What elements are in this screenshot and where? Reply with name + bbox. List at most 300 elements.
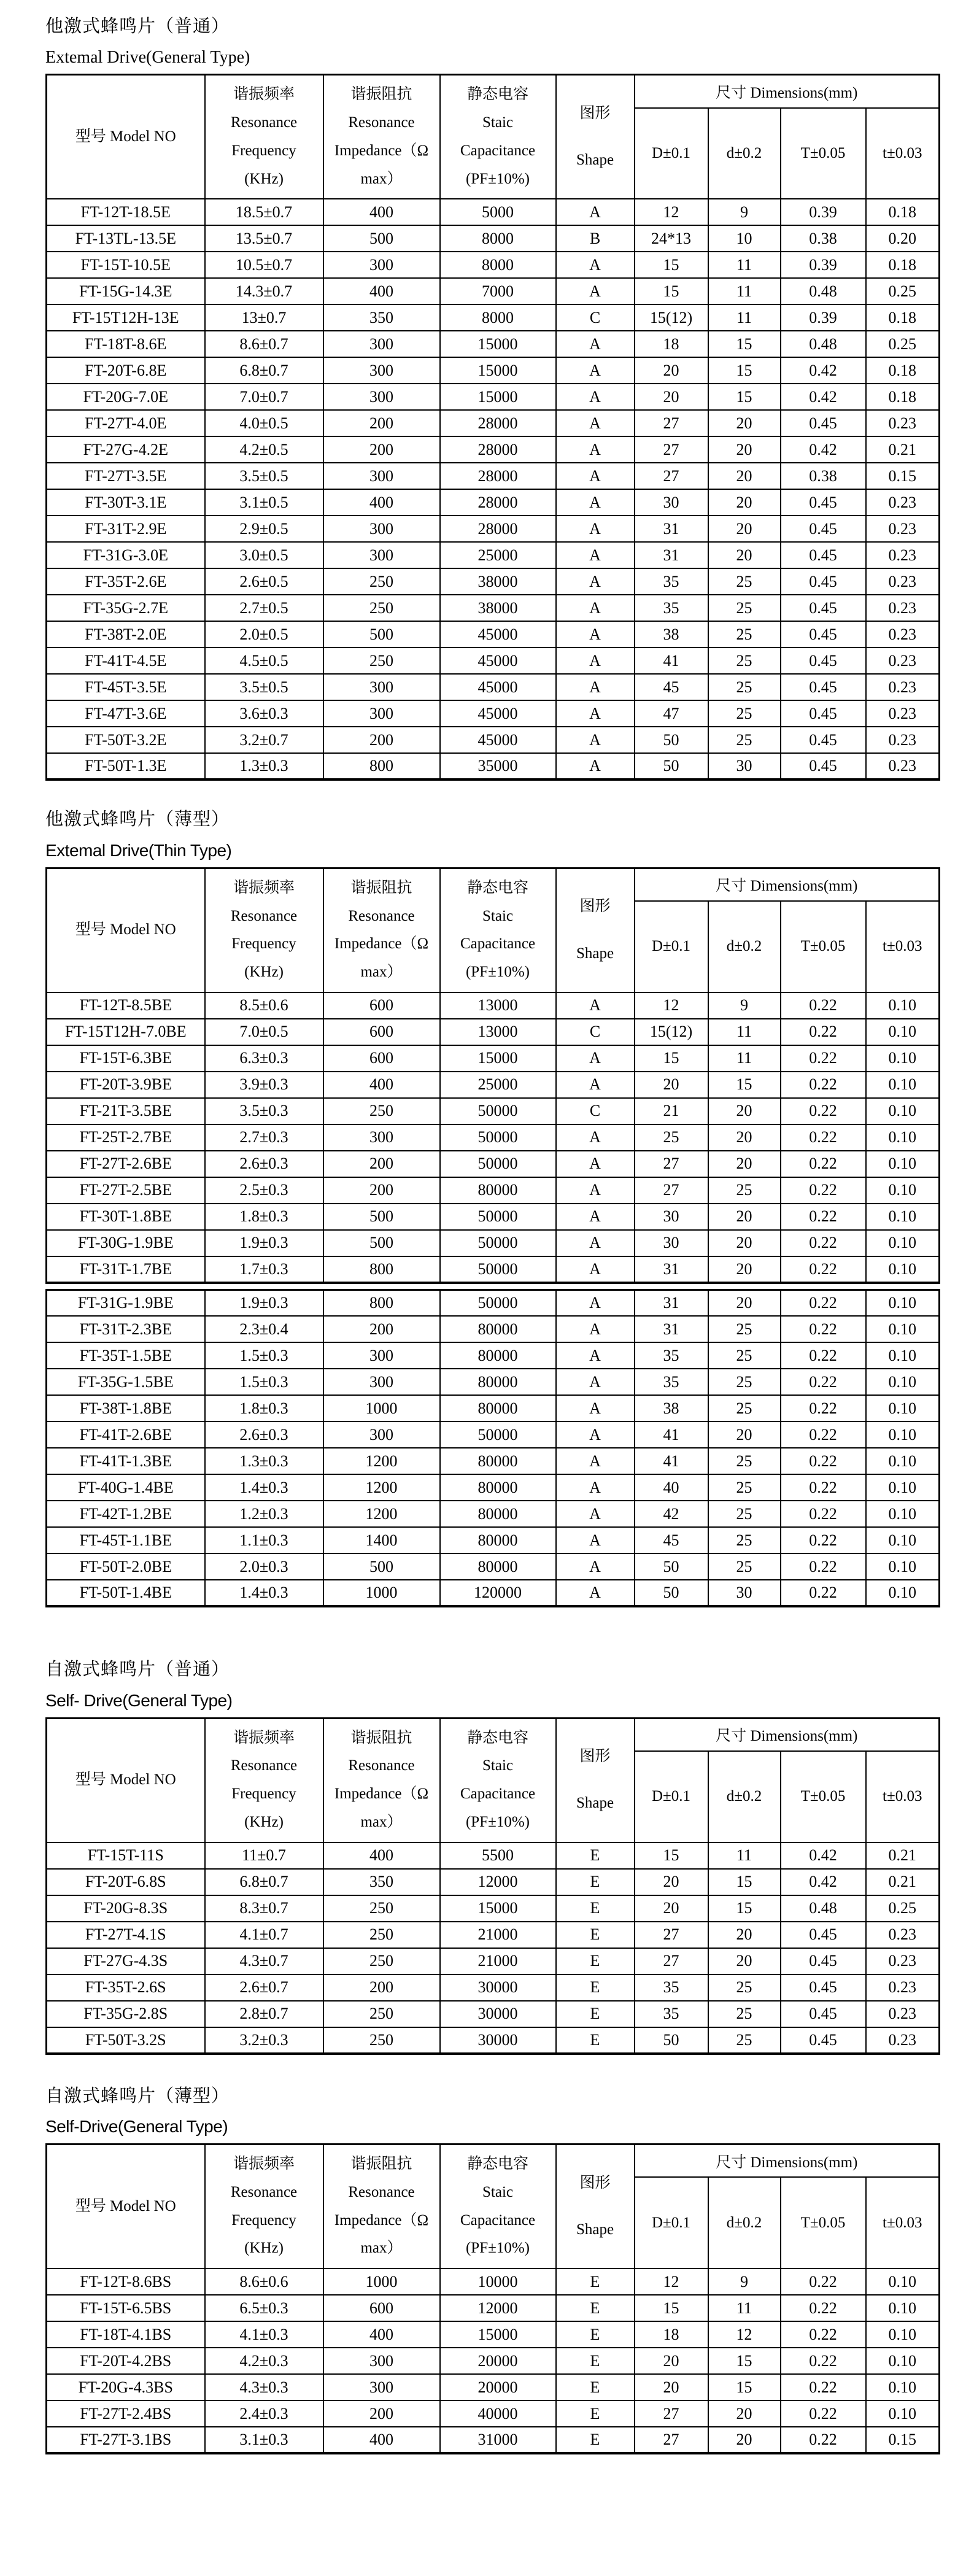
cell: 3.5±0.5	[205, 463, 323, 489]
table-row	[47, 2400, 940, 2427]
cell: FT-27T-2.4BS	[47, 2400, 205, 2427]
cell: 600	[323, 1045, 440, 1072]
cell: 80000	[440, 1395, 556, 1421]
cell: 0.21	[866, 1843, 940, 1869]
table-row	[47, 1369, 940, 1395]
col-header-capacitance: 静态电容 Staic Capacitance (PF±10%)	[440, 2145, 556, 2269]
cell: 12	[635, 2269, 708, 2295]
cell: 250	[323, 2027, 440, 2054]
cell: 8000	[440, 252, 556, 278]
cell: 50	[635, 1553, 708, 1580]
cell: 18.5±0.7	[205, 199, 323, 225]
cell: 0.22	[781, 1474, 866, 1501]
cell: 400	[323, 199, 440, 225]
spec-table-external-general	[45, 74, 940, 781]
cell: 1.3±0.3	[205, 753, 323, 779]
cell: 250	[323, 1895, 440, 1922]
cell: 0.39	[781, 304, 866, 331]
cell: 0.23	[866, 2001, 940, 2027]
cell: 25	[635, 1124, 708, 1151]
col-header-shape: 图形 Shape	[556, 2145, 635, 2269]
cell: 31	[635, 542, 708, 568]
cell: 8.6±0.6	[205, 2269, 323, 2295]
table-row	[47, 700, 940, 727]
cell: 0.23	[866, 410, 940, 436]
cell: 2.6±0.3	[205, 1151, 323, 1177]
cell: 400	[323, 1843, 440, 1869]
cell: 1400	[323, 1527, 440, 1553]
cell: FT-13TL-13.5E	[47, 225, 205, 252]
cell: FT-35G-1.5BE	[47, 1369, 205, 1395]
table-row	[47, 384, 940, 410]
cell: 45	[635, 674, 708, 700]
cell: 0.18	[866, 357, 940, 384]
cell: 50	[635, 727, 708, 753]
table-row	[47, 2001, 940, 2027]
table-row	[47, 1204, 940, 1230]
cell: 15000	[440, 357, 556, 384]
cell: 0.22	[781, 1124, 866, 1151]
cell: 20	[708, 1151, 781, 1177]
spec-table-self-general	[45, 1717, 940, 2055]
cell: 0.23	[866, 568, 940, 595]
cell: A	[556, 1177, 635, 1204]
cell: 0.10	[866, 1342, 940, 1369]
cell: 15(12)	[635, 304, 708, 331]
cell: 0.45	[781, 1922, 866, 1948]
cell: 25	[708, 1474, 781, 1501]
cell: 20	[708, 489, 781, 516]
cell: A	[556, 1342, 635, 1369]
cell: 28000	[440, 410, 556, 436]
cell: 25	[708, 1501, 781, 1527]
table-row	[47, 1098, 940, 1124]
cell: 20	[708, 2427, 781, 2453]
cell: 400	[323, 278, 440, 304]
cell: 0.10	[866, 1395, 940, 1421]
cell: 0.10	[866, 1177, 940, 1204]
cell: FT-27T-4.0E	[47, 410, 205, 436]
cell: 200	[323, 1177, 440, 1204]
table-row	[47, 2348, 940, 2374]
col-header-frequency: 谐振频率 Resonance Frequency (KHz)	[205, 75, 323, 199]
cell: C	[556, 1019, 635, 1045]
cell: 15000	[440, 1045, 556, 1072]
cell: 0.22	[781, 2295, 866, 2321]
cell: 42	[635, 1501, 708, 1527]
cell: FT-31G-3.0E	[47, 542, 205, 568]
col-header-capacitance: 静态电容 Staic Capacitance (PF±10%)	[440, 1718, 556, 1843]
cell: 300	[323, 516, 440, 542]
cell: 15	[635, 252, 708, 278]
cell: 0.48	[781, 278, 866, 304]
cell: 0.23	[866, 621, 940, 648]
cell: 15	[708, 2348, 781, 2374]
cell: FT-41T-4.5E	[47, 648, 205, 674]
col-header-dimensions: 尺寸 Dimensions(mm)	[635, 2145, 940, 2178]
cell: 3.5±0.5	[205, 674, 323, 700]
cell: 500	[323, 621, 440, 648]
cell: FT-50T-3.2S	[47, 2027, 205, 2054]
cell: A	[556, 384, 635, 410]
cell: 7.0±0.7	[205, 384, 323, 410]
cell: 8.3±0.7	[205, 1895, 323, 1922]
cell: 30	[635, 1204, 708, 1230]
cell: 25	[708, 621, 781, 648]
cell: 80000	[440, 1369, 556, 1395]
table-row	[47, 542, 940, 568]
cell: 0.10	[866, 1045, 940, 1072]
cell: 4.1±0.7	[205, 1922, 323, 1948]
cell: 5500	[440, 1843, 556, 1869]
cell: 250	[323, 1922, 440, 1948]
cell: FT-41T-2.6BE	[47, 1421, 205, 1448]
cell: 25	[708, 648, 781, 674]
col-header-impedance: 谐振阻抗 Resonance Impedance（Ω max）	[323, 2145, 440, 2269]
table-body	[47, 199, 940, 779]
cell: 300	[323, 357, 440, 384]
cell: 20	[708, 1124, 781, 1151]
cell: 4.0±0.5	[205, 410, 323, 436]
cell: 0.22	[781, 1395, 866, 1421]
cell: 80000	[440, 1316, 556, 1342]
cell: 2.0±0.3	[205, 1553, 323, 1580]
cell: 25	[708, 1448, 781, 1474]
cell: 30000	[440, 1975, 556, 2001]
cell: 41	[635, 1421, 708, 1448]
table-row	[47, 992, 940, 1019]
cell: 0.23	[866, 648, 940, 674]
cell: B	[556, 225, 635, 252]
cell: 25	[708, 2027, 781, 2054]
cell: 0.45	[781, 595, 866, 621]
cell: 80000	[440, 1474, 556, 1501]
cell: 0.22	[781, 1045, 866, 1072]
cell: 31	[635, 1316, 708, 1342]
table-row	[47, 516, 940, 542]
cell: 5000	[440, 199, 556, 225]
table-row	[47, 1316, 940, 1342]
cell: 0.45	[781, 489, 866, 516]
cell: A	[556, 1204, 635, 1230]
cell: 1200	[323, 1501, 440, 1527]
cell: 35	[635, 2001, 708, 2027]
cell: 25	[708, 674, 781, 700]
cell: 0.15	[866, 2427, 940, 2453]
cell: 0.22	[781, 1448, 866, 1474]
cell: 21	[635, 1098, 708, 1124]
cell: 38000	[440, 568, 556, 595]
col-header-d: d±0.2	[708, 1751, 781, 1843]
cell: 0.22	[781, 1421, 866, 1448]
cell: 0.48	[781, 331, 866, 357]
cell: 28000	[440, 436, 556, 463]
cell: A	[556, 992, 635, 1019]
cell: 50000	[440, 1421, 556, 1448]
table-row	[47, 463, 940, 489]
cell: 50	[635, 1580, 708, 1606]
cell: E	[556, 2269, 635, 2295]
cell: 250	[323, 595, 440, 621]
cell: FT-20T-6.8E	[47, 357, 205, 384]
cell: 0.45	[781, 2001, 866, 2027]
section-title-cn: 他激式蜂鸣片（普通）	[45, 17, 230, 36]
cell: 15	[708, 384, 781, 410]
cell: 20000	[440, 2348, 556, 2374]
cell: 1.4±0.3	[205, 1474, 323, 1501]
section-title-cn: 自激式蜂鸣片（薄型）	[45, 2086, 230, 2106]
cell: E	[556, 2348, 635, 2374]
cell: 0.45	[781, 674, 866, 700]
cell: FT-20G-7.0E	[47, 384, 205, 410]
cell: 20	[708, 2400, 781, 2427]
cell: FT-27T-3.5E	[47, 463, 205, 489]
cell: 0.21	[866, 1869, 940, 1895]
cell: 2.3±0.4	[205, 1316, 323, 1342]
cell: 4.2±0.3	[205, 2348, 323, 2374]
cell: 13000	[440, 992, 556, 1019]
cell: 15	[708, 1869, 781, 1895]
cell: 0.45	[781, 700, 866, 727]
table-body	[47, 1290, 940, 1606]
cell: 0.23	[866, 753, 940, 779]
cell: 20	[708, 1204, 781, 1230]
table-row	[47, 1124, 940, 1151]
cell: FT-50T-1.3E	[47, 753, 205, 779]
cell: 200	[323, 1975, 440, 2001]
cell: 0.10	[866, 1124, 940, 1151]
col-header-shape: 图形 Shape	[556, 1718, 635, 1843]
col-header-T: T±0.05	[781, 108, 866, 199]
cell: FT-27T-2.5BE	[47, 1177, 205, 1204]
cell: 27	[635, 2400, 708, 2427]
cell: 2.6±0.3	[205, 1421, 323, 1448]
cell: 25	[708, 1553, 781, 1580]
cell: FT-15T12H-7.0BE	[47, 1019, 205, 1045]
table-block-external-general	[45, 16, 974, 781]
cell: 350	[323, 304, 440, 331]
cell: 0.22	[781, 2374, 866, 2400]
cell: 0.15	[866, 463, 940, 489]
cell: 30000	[440, 2027, 556, 2054]
cell: 1.8±0.3	[205, 1395, 323, 1421]
cell: FT-35T-2.6E	[47, 568, 205, 595]
col-header-T: T±0.05	[781, 2177, 866, 2269]
cell: A	[556, 621, 635, 648]
cell: FT-20T-3.9BE	[47, 1072, 205, 1098]
section-title-cn: 自激式蜂鸣片（普通）	[45, 1660, 230, 1680]
cell: 300	[323, 674, 440, 700]
cell: A	[556, 1527, 635, 1553]
cell: 1000	[323, 2269, 440, 2295]
cell: 25	[708, 1527, 781, 1553]
col-header-t: t±0.03	[866, 2177, 940, 2269]
cell: FT-18T-4.1BS	[47, 2321, 205, 2348]
cell: FT-20G-4.3BS	[47, 2374, 205, 2400]
col-header-model: 型号 Model NO	[47, 75, 205, 199]
cell: 80000	[440, 1527, 556, 1553]
table-row	[47, 1290, 940, 1316]
cell: 0.45	[781, 648, 866, 674]
table-header	[47, 2145, 940, 2269]
cell: FT-12T-8.5BE	[47, 992, 205, 1019]
cell: 0.10	[866, 1448, 940, 1474]
cell: FT-25T-2.7BE	[47, 1124, 205, 1151]
cell: 0.25	[866, 278, 940, 304]
cell: 30000	[440, 2001, 556, 2027]
cell: FT-31T-2.9E	[47, 516, 205, 542]
cell: 31	[635, 516, 708, 542]
cell: A	[556, 595, 635, 621]
cell: 0.42	[781, 1869, 866, 1895]
cell: 1.5±0.3	[205, 1342, 323, 1369]
cell: E	[556, 1922, 635, 1948]
cell: FT-12T-8.6BS	[47, 2269, 205, 2295]
cell: A	[556, 1316, 635, 1342]
cell: 2.8±0.7	[205, 2001, 323, 2027]
cell: 10.5±0.7	[205, 252, 323, 278]
cell: 28000	[440, 489, 556, 516]
cell: A	[556, 463, 635, 489]
cell: 500	[323, 225, 440, 252]
col-header-d: d±0.2	[708, 2177, 781, 2269]
cell: E	[556, 1843, 635, 1869]
cell: 0.10	[866, 1527, 940, 1553]
cell: 0.10	[866, 1369, 940, 1395]
cell: 0.23	[866, 2027, 940, 2054]
table-block-self-thin	[45, 2086, 974, 2454]
cell: 8.6±0.7	[205, 331, 323, 357]
cell: 300	[323, 542, 440, 568]
cell: 400	[323, 2321, 440, 2348]
col-header-dimensions: 尺寸 Dimensions(mm)	[635, 868, 940, 901]
col-header-capacitance: 静态电容 Staic Capacitance (PF±10%)	[440, 75, 556, 199]
cell: A	[556, 278, 635, 304]
cell: 200	[323, 2400, 440, 2427]
cell: 20	[708, 410, 781, 436]
cell: 15	[635, 1843, 708, 1869]
cell: 27	[635, 410, 708, 436]
cell: 27	[635, 1151, 708, 1177]
cell: 0.22	[781, 1553, 866, 1580]
cell: 11	[708, 304, 781, 331]
cell: 21000	[440, 1922, 556, 1948]
cell: 15000	[440, 384, 556, 410]
cell: E	[556, 2400, 635, 2427]
cell: 45000	[440, 674, 556, 700]
cell: 15000	[440, 1895, 556, 1922]
col-header-impedance: 谐振阻抗 Resonance Impedance（Ω max）	[323, 75, 440, 199]
cell: 6.8±0.7	[205, 357, 323, 384]
cell: 0.22	[781, 1098, 866, 1124]
cell: 4.1±0.3	[205, 2321, 323, 2348]
cell: 20	[708, 463, 781, 489]
cell: 0.45	[781, 753, 866, 779]
cell: 6.5±0.3	[205, 2295, 323, 2321]
cell: 20	[635, 2374, 708, 2400]
table-body	[47, 1843, 940, 2054]
cell: 80000	[440, 1342, 556, 1369]
cell: A	[556, 1421, 635, 1448]
cell: 50000	[440, 1151, 556, 1177]
cell: 0.10	[866, 1580, 940, 1606]
table-row	[47, 2027, 940, 2054]
cell: 0.10	[866, 2374, 940, 2400]
cell: 250	[323, 2001, 440, 2027]
table-row	[47, 331, 940, 357]
cell: 20000	[440, 2374, 556, 2400]
cell: 25	[708, 1177, 781, 1204]
cell: 0.10	[866, 1098, 940, 1124]
table-row	[47, 674, 940, 700]
cell: A	[556, 1124, 635, 1151]
cell: FT-20G-8.3S	[47, 1895, 205, 1922]
cell: 3.1±0.5	[205, 489, 323, 516]
cell: 4.3±0.3	[205, 2374, 323, 2400]
cell: 15000	[440, 2321, 556, 2348]
cell: 15(12)	[635, 1019, 708, 1045]
cell: 41	[635, 648, 708, 674]
cell: A	[556, 568, 635, 595]
cell: 1.7±0.3	[205, 1256, 323, 1283]
cell: 0.22	[781, 1230, 866, 1256]
cell: 25	[708, 1316, 781, 1342]
cell: FT-35G-2.7E	[47, 595, 205, 621]
cell: 11	[708, 1045, 781, 1072]
cell: 300	[323, 331, 440, 357]
cell: A	[556, 1553, 635, 1580]
cell: 0.22	[781, 2321, 866, 2348]
cell: 2.5±0.3	[205, 1177, 323, 1204]
cell: 30	[635, 1230, 708, 1256]
section-title-en: Self-Drive(General Type)	[45, 2117, 228, 2137]
cell: 28000	[440, 463, 556, 489]
cell: E	[556, 1869, 635, 1895]
table-row	[47, 1395, 940, 1421]
cell: 4.5±0.5	[205, 648, 323, 674]
cell: 20	[708, 516, 781, 542]
table-row	[47, 1177, 940, 1204]
cell: 0.23	[866, 674, 940, 700]
col-header-T: T±0.05	[781, 1751, 866, 1843]
col-header-d: d±0.2	[708, 901, 781, 992]
col-header-capacitance: 静态电容 Staic Capacitance (PF±10%)	[440, 868, 556, 992]
cell: 200	[323, 1316, 440, 1342]
cell: 120000	[440, 1580, 556, 1606]
col-header-dimensions: 尺寸 Dimensions(mm)	[635, 1718, 940, 1751]
cell: E	[556, 2374, 635, 2400]
cell: 0.10	[866, 1230, 940, 1256]
table-row	[47, 727, 940, 753]
cell: 800	[323, 753, 440, 779]
cell: 0.10	[866, 2295, 940, 2321]
cell: 15	[635, 1045, 708, 1072]
cell: A	[556, 1501, 635, 1527]
cell: 31	[635, 1256, 708, 1283]
table-row	[47, 1553, 940, 1580]
col-header-model: 型号 Model NO	[47, 2145, 205, 2269]
table-row	[47, 1256, 940, 1283]
cell: 0.22	[781, 1151, 866, 1177]
cell: 8000	[440, 225, 556, 252]
table-row	[47, 2269, 940, 2295]
cell: FT-15T-6.3BE	[47, 1045, 205, 1072]
cell: A	[556, 542, 635, 568]
cell: 0.45	[781, 2027, 866, 2054]
cell: 28000	[440, 516, 556, 542]
cell: 20	[635, 2348, 708, 2374]
cell: 1.4±0.3	[205, 1580, 323, 1606]
